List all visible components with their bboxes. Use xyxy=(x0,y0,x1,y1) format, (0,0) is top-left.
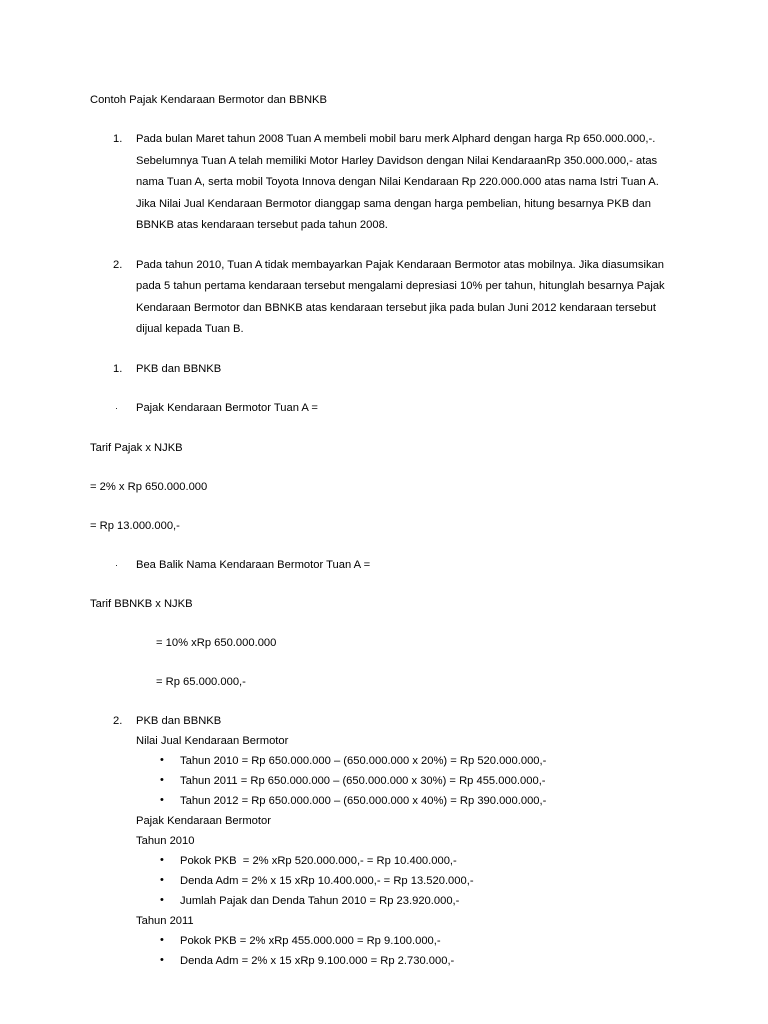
bullet-icon: • xyxy=(160,854,164,866)
bullet-icon: • xyxy=(160,874,164,886)
question-text: Pada bulan Maret tahun 2008 Tuan A membeli mobil baru merk Alphard dengan harga Rp 650.000.000,-. Sebelumnya Tuan A telah memiliki Motor Harley Davidson dengan Nilai KendaraanRp 350.000.000,- atas nama Tuan A, serta mobil Toyota Innova dengan Nilai Kendaraan Rp 220.000.000 atas nama Istri Tuan A. Jika Nilai Jual Kendaraan Bermotor dianggap sama dengan harga pembelian, hitung besarnya PKB dan BBNKB atas kendaraan tersebut pada tahun 2008. xyxy=(136,133,659,231)
list-item xyxy=(90,891,674,911)
list-marker: 1. xyxy=(113,362,123,375)
bullet-icon: • xyxy=(160,954,164,966)
list-item-text: Tahun 2012 = Rp 650.000.000 – (650.000.000 x 40%) = Rp 390.000.000,- xyxy=(180,795,547,807)
list-item-text: Jumlah Pajak dan Denda Tahun 2010 = Rp 23.920.000,- xyxy=(180,895,460,907)
question-item-1 xyxy=(90,129,674,237)
answer-heading-text: PKB dan BBNKB xyxy=(136,362,222,375)
list-item-text: Denda Adm = 2% x 15 xRp 9.100.000 = Rp 2.730.000,- xyxy=(180,955,455,967)
year-2011-label: Tahun 2011 xyxy=(136,915,194,927)
dash-bullet-icon: · xyxy=(115,559,118,570)
bullet-icon: • xyxy=(160,894,164,906)
njkb-list xyxy=(90,751,674,811)
list-item-text: Pokok PKB = 2% xRp 520.000.000,- = Rp 10.400.000,- xyxy=(180,855,457,867)
list-item xyxy=(90,851,674,871)
bbnkb-formula-line-2: = 10% xRp 650.000.000 xyxy=(156,637,277,649)
pkb-section-label: Pajak Kendaraan Bermotor xyxy=(136,815,271,827)
answer-two-block xyxy=(90,711,674,971)
question-text: Pada tahun 2010, Tuan A tidak membayarkan Pajak Kendaraan Bermotor atas mobilnya. Jika diasumsikan pada 5 tahun pertama kendaraan tersebut mengalami depresiasi 10% per tahun, hitunglah besarnya Pajak Kendaraan Bermotor dan BBNKB atas kendaraan tersebut jika pada bulan Juni 2012 kendaraan tersebut dijual kepada Tuan B. xyxy=(136,258,665,335)
bullet-icon: • xyxy=(160,754,164,766)
njkb-label: Nilai Jual Kendaraan Bermotor xyxy=(136,735,289,747)
list-marker: 1. xyxy=(113,133,123,145)
list-marker: 2. xyxy=(113,258,123,271)
document-body xyxy=(90,90,674,971)
list-item-text: Tahun 2011 = Rp 650.000.000 – (650.000.000 x 30%) = Rp 455.000.000,- xyxy=(180,775,546,787)
list-item-text: Tahun 2010 = Rp 650.000.000 – (650.000.000 x 20%) = Rp 520.000.000,- xyxy=(180,755,547,767)
answer-one-heading xyxy=(90,359,674,381)
list-item-text: Denda Adm = 2% x 15 xRp 10.400.000,- = Rp 13.520.000,- xyxy=(180,875,474,887)
page-title: Contoh Pajak Kendaraan Bermotor dan BBNKB xyxy=(90,94,327,106)
list-item xyxy=(90,791,674,811)
bbnkb-label: Bea Balik Nama Kendaraan Bermotor Tuan A = xyxy=(136,558,371,571)
bullet-icon: • xyxy=(160,774,164,786)
bbnkb-formula-line-1: Tarif BBNKB x NJKB xyxy=(90,598,193,610)
pkb-formula-line-1: Tarif Pajak x NJKB xyxy=(90,441,183,454)
bbnkb-formula-line-3: = Rp 65.000.000,- xyxy=(156,676,246,688)
answer-heading-text: PKB dan BBNKB xyxy=(136,715,222,727)
dash-bullet-icon: · xyxy=(115,403,118,413)
answer-two-heading xyxy=(90,711,674,731)
pkb-formula-line-3: = Rp 13.000.000,- xyxy=(90,519,180,532)
question-item-2 xyxy=(90,255,674,341)
year-2010-list xyxy=(90,851,674,911)
pkb-label: Pajak Kendaraan Bermotor Tuan A = xyxy=(136,402,318,414)
list-item xyxy=(90,771,674,791)
list-item xyxy=(90,931,674,951)
bullet-icon: • xyxy=(160,934,164,946)
year-2011-list xyxy=(90,931,674,971)
pkb-formula-line-2: = 2% x Rp 650.000.000 xyxy=(90,480,208,493)
bullet-icon: • xyxy=(160,794,164,806)
list-marker: 2. xyxy=(113,715,123,727)
list-item xyxy=(90,751,674,771)
list-item xyxy=(90,871,674,891)
list-item xyxy=(90,951,674,971)
bbnkb-subitem xyxy=(90,555,674,577)
year-2010-label: Tahun 2010 xyxy=(136,835,195,847)
list-item-text: Pokok PKB = 2% xRp 455.000.000 = Rp 9.100.000,- xyxy=(180,935,441,947)
pkb-subitem xyxy=(90,398,674,420)
